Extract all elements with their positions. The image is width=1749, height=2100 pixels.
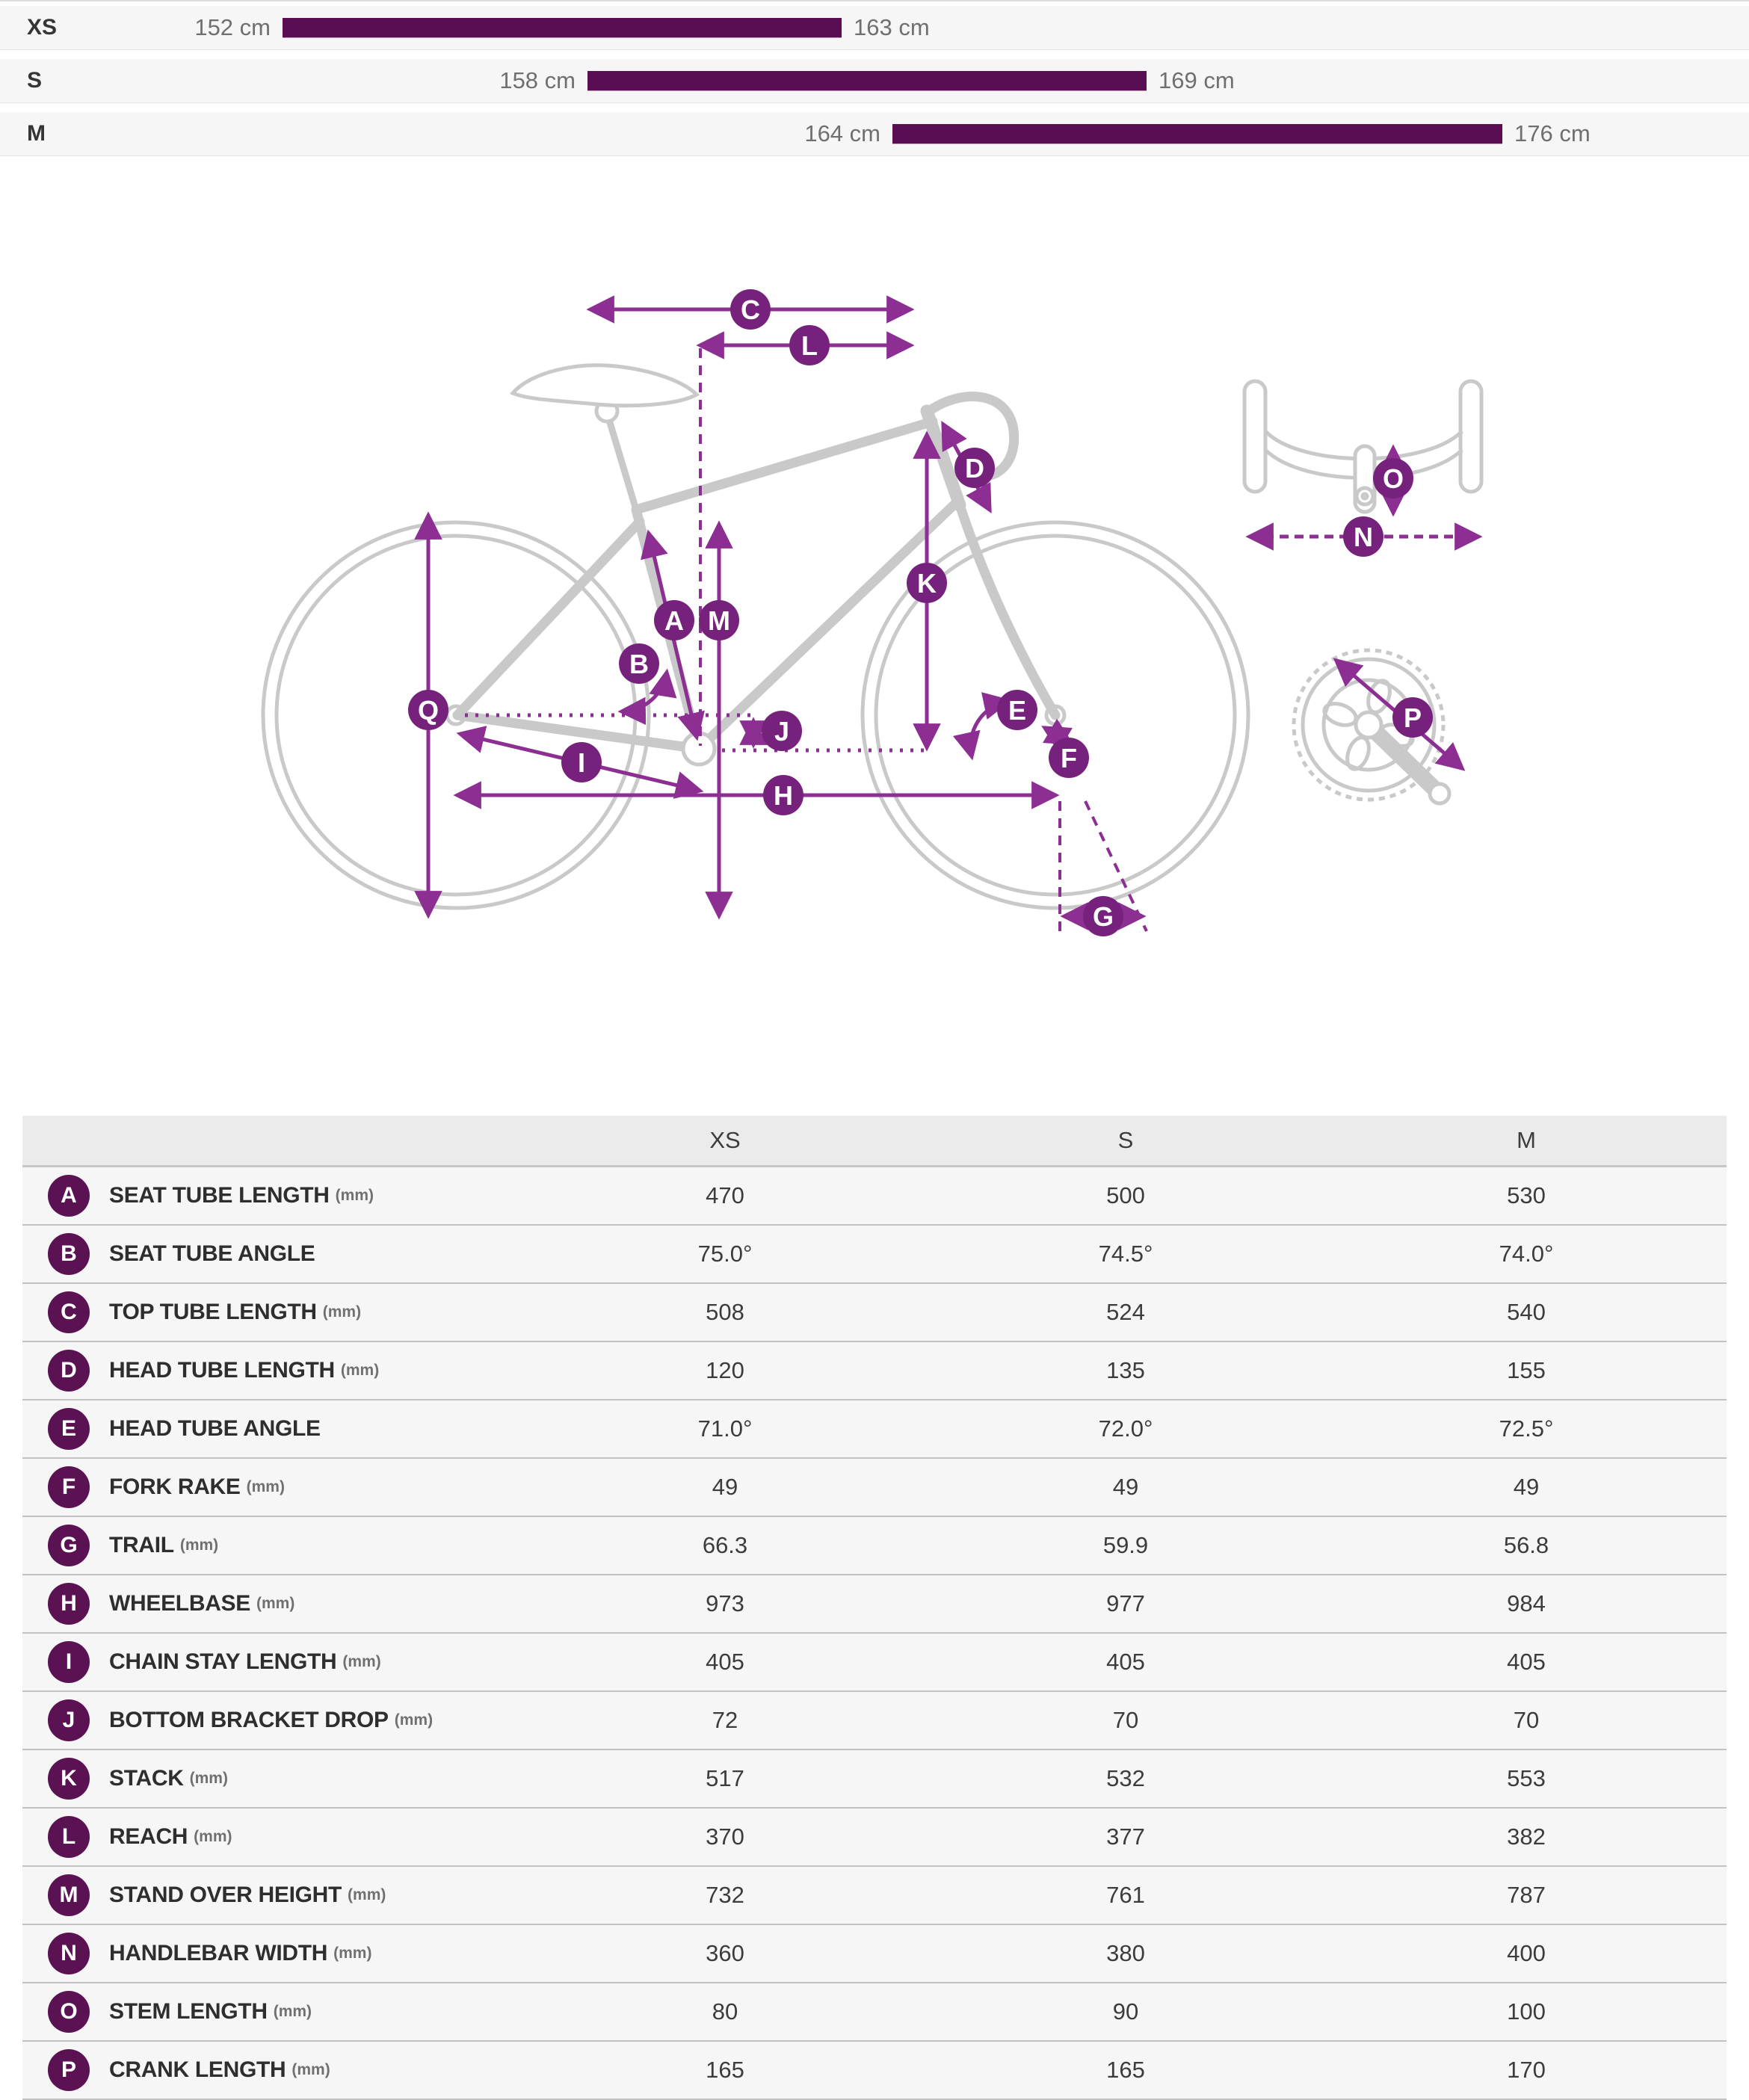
row-unit: (mm) [335,1187,374,1204]
column-header-xs: XS [525,1116,925,1167]
height-range-bar [283,18,842,37]
value-cell-s: 59.9 [925,1516,1326,1575]
row-unit: (mm) [194,1828,232,1845]
table-row-k [22,1750,1727,1808]
table-header-row [22,1116,1727,1167]
row-label: WHEELBASE [109,1591,250,1616]
value-cell-s: 135 [925,1341,1326,1400]
table-row-a [22,1167,1727,1226]
row-label: SEAT TUBE ANGLE [109,1241,315,1266]
row-letter-badge: L [48,1816,90,1858]
value-cell-xs: 80 [525,1983,925,2041]
row-label: SEAT TUBE LENGTH [109,1183,330,1208]
svg-text:K: K [917,568,937,599]
svg-text:N: N [1354,522,1373,552]
row-label-cell [22,2041,525,2099]
bike-geometry-diagram [0,284,1749,1121]
row-letter-badge: P [48,2049,90,2091]
row-unit: (mm) [256,1595,295,1612]
row-label-cell [22,1341,525,1400]
value-cell-s: 74.5° [925,1225,1326,1283]
value-cell-m: 382 [1326,1808,1727,1866]
saddle [513,365,697,406]
size-label: S [27,68,43,93]
row-letter-badge: I [48,1641,90,1683]
row-label: STEM LENGTH [109,1999,268,2024]
table-row-h [22,1575,1727,1633]
svg-text:A: A [664,605,684,636]
row-label: STACK [109,1766,184,1791]
row-label-cell [22,1866,525,1924]
diagram-badge-p [1392,697,1433,738]
row-label-cell [22,1633,525,1691]
top-divider [0,0,1749,1]
row-letter-badge: N [48,1933,90,1974]
row-label: TRAIL [109,1533,174,1557]
row-letter-badge: A [48,1175,90,1217]
diagram-badge-j [762,711,802,751]
row-letter-badge: M [48,1874,90,1916]
diagram-badge-c [730,289,771,330]
value-cell-xs: 470 [525,1167,925,1226]
value-cell-s: 70 [925,1691,1326,1750]
row-letter-badge: D [48,1350,90,1392]
row-label-cell [22,1575,525,1633]
value-cell-m: 170 [1326,2041,1727,2099]
value-cell-xs: 75.0° [525,1225,925,1283]
row-unit: (mm) [189,1770,228,1787]
row-letter-badge: O [48,1991,90,2033]
row-label: REACH [109,1824,188,1849]
height-range-bar [587,71,1147,90]
value-cell-s: 405 [925,1633,1326,1691]
table-row-i [22,1633,1727,1691]
row-label: CHAIN STAY LENGTH [109,1649,337,1674]
value-cell-xs: 66.3 [525,1516,925,1575]
table-row-b [22,1225,1727,1283]
svg-text:O: O [1382,463,1404,494]
row-label-cell [22,1691,525,1750]
value-cell-xs: 732 [525,1866,925,1924]
corner-cell [22,1116,525,1167]
diagram-badge-l [789,325,830,365]
diagram-badge-d [954,448,995,488]
value-cell-s: 165 [925,2041,1326,2099]
value-cell-m: 56.8 [1326,1516,1727,1575]
diagram-badge-q [408,690,448,730]
value-cell-m: 74.0° [1326,1225,1727,1283]
row-label: HEAD TUBE LENGTH [109,1358,335,1383]
value-cell-s: 380 [925,1924,1326,1983]
row-unit: (mm) [273,2003,312,2020]
row-letter-badge: H [48,1583,90,1625]
geometry-table [22,1116,1727,2100]
value-cell-xs: 71.0° [525,1400,925,1458]
row-label-cell [22,1400,525,1458]
max-height-label: 176 cm [1514,120,1591,146]
row-letter-badge: E [48,1408,90,1450]
table-row-o [22,1983,1727,2041]
handlebar-front-view [1244,381,1481,512]
svg-text:D: D [965,453,984,484]
table-row-j [22,1691,1727,1750]
diagram-badge-a [654,600,694,640]
row-label-cell [22,1808,525,1866]
svg-text:I: I [577,747,586,778]
row-letter-badge: G [48,1525,90,1566]
svg-text:G: G [1092,901,1114,932]
value-cell-s: 90 [925,1983,1326,2041]
table-row-n [22,1924,1727,1983]
value-cell-m: 72.5° [1326,1400,1727,1458]
value-cell-s: 761 [925,1866,1326,1924]
value-cell-xs: 517 [525,1750,925,1808]
value-cell-s: 532 [925,1750,1326,1808]
min-height-label: 158 cm [499,67,576,93]
row-label-cell [22,1924,525,1983]
row-unit: (mm) [292,2061,330,2078]
value-cell-s: 49 [925,1458,1326,1516]
row-letter-badge: J [48,1699,90,1741]
reference-lines [465,348,1147,931]
row-letter-badge: K [48,1758,90,1800]
row-letter-badge: C [48,1291,90,1333]
row-label: BOTTOM BRACKET DROP [109,1708,389,1732]
svg-text:B: B [629,649,649,679]
value-cell-xs: 72 [525,1691,925,1750]
value-cell-m: 405 [1326,1633,1727,1691]
min-height-label: 152 cm [194,14,271,40]
value-cell-xs: 405 [525,1633,925,1691]
table-row-g [22,1516,1727,1575]
size-label: M [27,121,46,146]
svg-text:P: P [1403,702,1422,733]
value-cell-s: 377 [925,1808,1326,1866]
row-label: FORK RAKE [109,1474,241,1499]
row-label-cell [22,1750,525,1808]
size-row-xs [0,6,1749,50]
column-header-m: M [1326,1116,1727,1167]
svg-text:E: E [1008,695,1027,726]
diagram-badge-h [763,775,803,815]
row-label: STAND OVER HEIGHT [109,1883,342,1907]
value-cell-s: 977 [925,1575,1326,1633]
value-cell-xs: 508 [525,1283,925,1341]
svg-text:Q: Q [417,695,439,726]
height-range-bar [892,124,1502,143]
value-cell-m: 553 [1326,1750,1727,1808]
svg-text:C: C [741,294,760,325]
row-unit: (mm) [348,1886,386,1903]
svg-text:L: L [801,330,818,361]
bike-diagram-svg [0,284,1749,1121]
diagram-badge-m [699,600,739,640]
row-unit: (mm) [394,1711,434,1729]
row-letter-badge: F [48,1466,90,1508]
diagram-badge-n [1343,516,1384,557]
value-cell-m: 400 [1326,1924,1727,1983]
row-label-cell [22,1167,525,1226]
max-height-label: 163 cm [854,14,930,40]
size-row-s [0,59,1749,103]
diagram-badge-g [1083,896,1123,936]
value-cell-m: 530 [1326,1167,1727,1226]
value-cell-m: 100 [1326,1983,1727,2041]
max-height-label: 169 cm [1159,67,1235,93]
row-label-cell [22,1983,525,2041]
value-cell-xs: 973 [525,1575,925,1633]
table-row-f [22,1458,1727,1516]
row-unit: (mm) [342,1653,381,1670]
value-cell-xs: 165 [525,2041,925,2099]
table-row-p [22,2041,1727,2099]
row-unit: (mm) [179,1537,219,1554]
value-cell-m: 49 [1326,1458,1727,1516]
row-label-cell [22,1458,525,1516]
value-cell-s: 72.0° [925,1400,1326,1458]
diagram-badge-o [1373,458,1413,498]
row-unit: (mm) [322,1303,362,1321]
size-row-m [0,112,1749,156]
svg-text:H: H [774,780,793,811]
value-cell-xs: 120 [525,1341,925,1400]
row-label-cell [22,1225,525,1283]
row-label-cell [22,1283,525,1341]
rider-height-chart [0,6,1749,165]
table-row-m [22,1866,1727,1924]
svg-text:F: F [1061,743,1077,773]
table-row-d [22,1341,1727,1400]
row-label-cell [22,1516,525,1575]
row-unit: (mm) [340,1362,380,1379]
row-unit: (mm) [246,1478,285,1495]
svg-text:J: J [774,716,790,747]
row-label: CRANK LENGTH [109,2057,286,2082]
value-cell-m: 540 [1326,1283,1727,1341]
value-cell-xs: 49 [525,1458,925,1516]
min-height-label: 164 cm [804,120,880,146]
diagram-badge-k [907,563,947,603]
column-header-s: S [925,1116,1326,1167]
row-label: HANDLEBAR WIDTH [109,1941,328,1965]
value-cell-m: 155 [1326,1341,1727,1400]
value-cell-m: 787 [1326,1866,1727,1924]
value-cell-s: 500 [925,1167,1326,1226]
diagram-badge-i [561,742,602,782]
table-row-c [22,1283,1727,1341]
svg-text:M: M [708,605,730,636]
row-letter-badge: B [48,1233,90,1275]
diagram-badge-e [997,690,1037,730]
value-cell-xs: 360 [525,1924,925,1983]
diagram-badge-f [1049,738,1089,778]
row-label: TOP TUBE LENGTH [109,1300,317,1324]
row-label: HEAD TUBE ANGLE [109,1416,321,1441]
row-unit: (mm) [333,1945,372,1962]
value-cell-m: 984 [1326,1575,1727,1633]
size-label: XS [27,15,58,40]
table-row-l [22,1808,1727,1866]
value-cell-s: 524 [925,1283,1326,1341]
table-row-e [22,1400,1727,1458]
value-cell-m: 70 [1326,1691,1727,1750]
value-cell-xs: 370 [525,1808,925,1866]
diagram-badge-b [619,643,659,684]
